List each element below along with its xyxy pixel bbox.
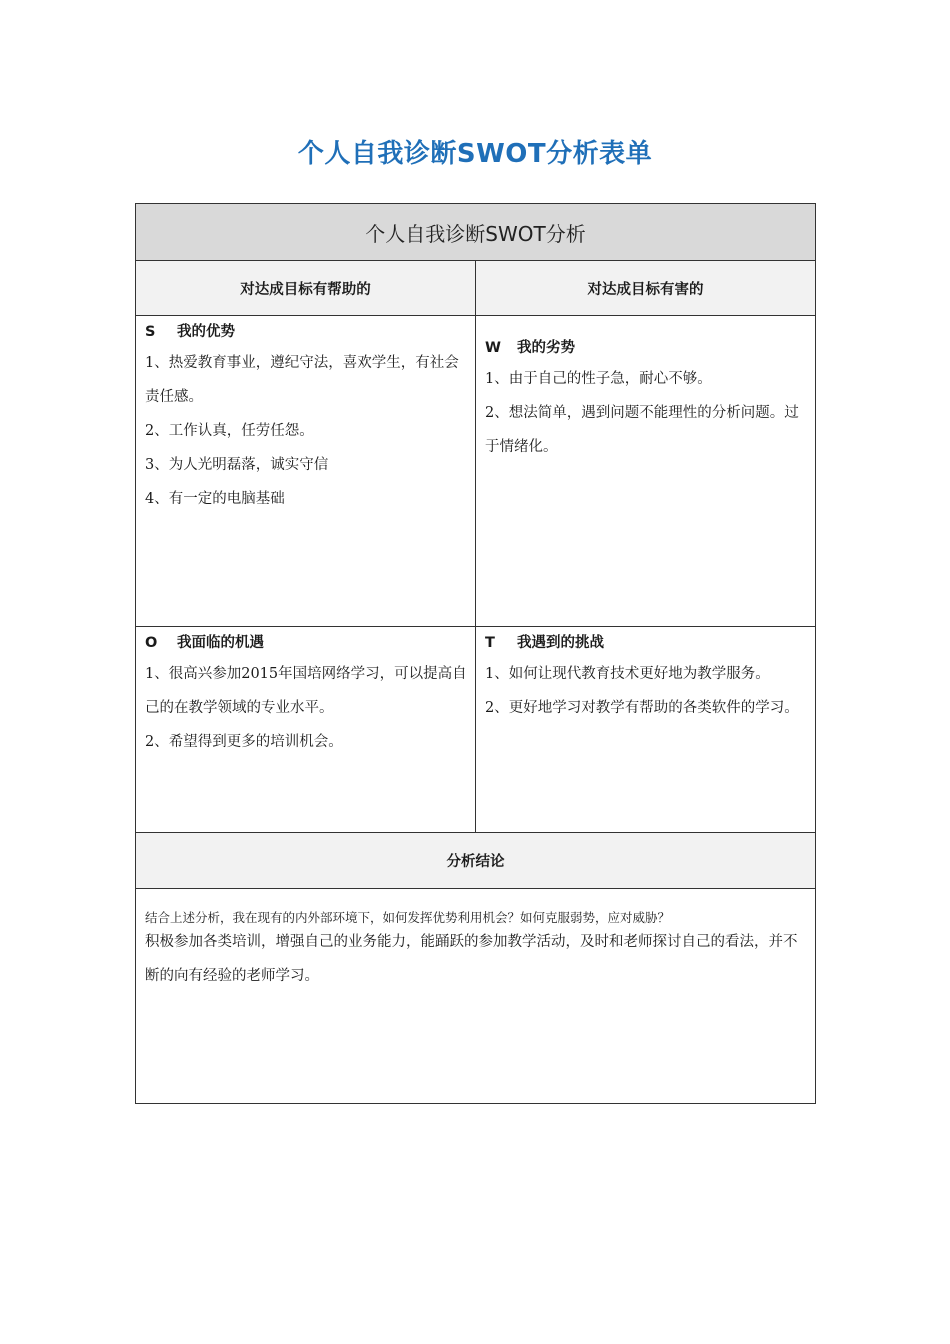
threats-letter: T [485, 635, 495, 651]
threats-heading [485, 631, 807, 655]
strengths-letter: S [145, 324, 156, 340]
strengths-item: 4、有一定的电脑基础 [145, 491, 285, 507]
weaknesses-letter: W [485, 340, 501, 356]
conclusion-body: 积极参加各类培训，增强自己的业务能力，能踊跃的参加教学活动，及时和老师探讨自己的看法，并不断的向有经验的老师学习。 [145, 934, 798, 984]
weaknesses-heading-text: 我的劣势 [517, 340, 575, 356]
opportunities-letter: O [145, 635, 158, 651]
conclusion-cell [136, 889, 816, 1104]
column-header-helpful: 对达成目标有帮助的 [136, 261, 476, 316]
strengths-item: 3、为人光明磊落，诚实守信 [145, 457, 329, 473]
conclusion-header: 分析结论 [136, 833, 816, 889]
strengths-cell [136, 316, 476, 627]
weaknesses-item: 1、由于自己的性子急，耐心不够。 [485, 371, 712, 387]
column-header-harmful: 对达成目标有害的 [476, 261, 816, 316]
threats-item: 1、如何让现代教育技术更好地为教学服务。 [485, 666, 770, 682]
table-header: 个人自我诊断SWOT分析 [136, 204, 816, 261]
document-title: 个人自我诊断SWOT分析表单 [297, 139, 653, 169]
opportunities-cell [136, 627, 476, 833]
strengths-item: 1、热爱教育事业，遵纪守法，喜欢学生，有社会责任感。 [145, 355, 459, 405]
weaknesses-heading [485, 336, 807, 360]
weaknesses-cell [476, 316, 816, 627]
opportunities-heading-text: 我面临的机遇 [177, 635, 264, 651]
strengths-heading-text: 我的优势 [177, 324, 235, 340]
weaknesses-item: 2、想法简单，遇到问题不能理性的分析问题。过于情绪化。 [485, 405, 799, 455]
opportunities-item: 2、希望得到更多的培训机会。 [145, 734, 343, 750]
strengths-item: 2、工作认真，任劳任怨。 [145, 423, 314, 439]
opportunities-heading [145, 631, 467, 655]
strengths-heading [145, 320, 467, 344]
threats-item: 2、更好地学习对教学有帮助的各类软件的学习。 [485, 700, 799, 716]
threats-heading-text: 我遇到的挑战 [517, 635, 604, 651]
swot-table [135, 203, 816, 1104]
opportunities-item: 1、很高兴参加2015年国培网络学习，可以提高自己的在教学领域的专业水平。 [145, 666, 467, 716]
threats-cell [476, 627, 816, 833]
conclusion-prompt: 结合上述分析，我在现有的内外部环境下，如何发挥优势利用机会？如何克服弱势，应对威胁？ [145, 910, 671, 925]
